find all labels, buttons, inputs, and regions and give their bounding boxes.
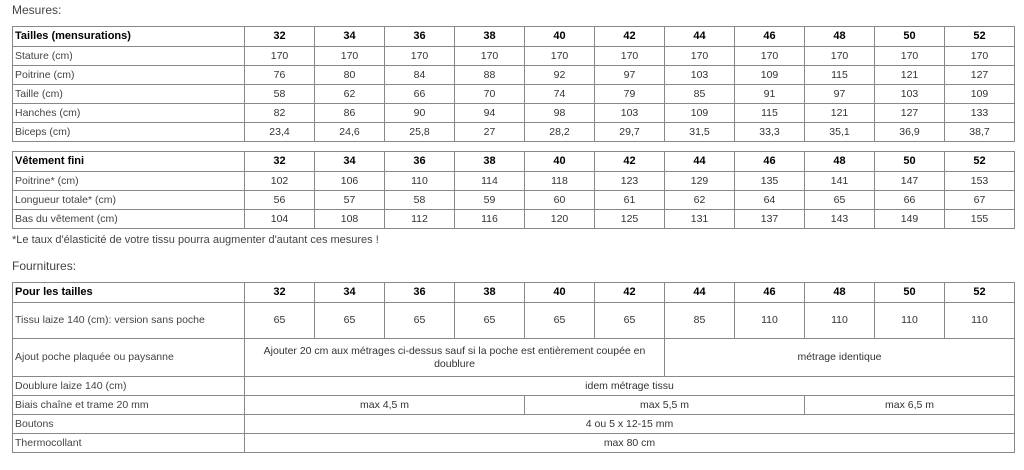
finished-cell: 110 bbox=[385, 172, 455, 191]
measurement-cell: 58 bbox=[245, 85, 315, 104]
measurement-cell: 115 bbox=[805, 66, 875, 85]
measurement-row-label: Stature (cm) bbox=[13, 47, 245, 66]
finished-cell: 102 bbox=[245, 172, 315, 191]
finished-cell: 118 bbox=[525, 172, 595, 191]
size-cell: 44 bbox=[665, 27, 735, 47]
pocket-row bbox=[13, 339, 1015, 377]
measurement-cell: 25,8 bbox=[385, 123, 455, 142]
measurement-cell: 127 bbox=[875, 104, 945, 123]
size-cell: 38 bbox=[455, 152, 525, 172]
measurement-header-row bbox=[13, 27, 1015, 47]
fabric-cell: 110 bbox=[945, 303, 1015, 339]
size-cell: 32 bbox=[245, 283, 315, 303]
buttons-row bbox=[13, 415, 1015, 434]
size-cell: 44 bbox=[665, 283, 735, 303]
measurement-cell: 74 bbox=[525, 85, 595, 104]
measurement-cell: 86 bbox=[315, 104, 385, 123]
finished-cell: 58 bbox=[385, 191, 455, 210]
measurement-cell: 127 bbox=[945, 66, 1015, 85]
measurement-cell: 121 bbox=[875, 66, 945, 85]
measurement-cell: 97 bbox=[595, 66, 665, 85]
supplies-table bbox=[12, 282, 1015, 453]
interfacing-label: Thermocollant bbox=[13, 434, 245, 453]
size-cell: 50 bbox=[875, 152, 945, 172]
measurement-cell: 29,7 bbox=[595, 123, 665, 142]
measurement-row bbox=[13, 66, 1015, 85]
finished-cell: 60 bbox=[525, 191, 595, 210]
finished-garment-table bbox=[12, 151, 1015, 229]
buttons-text: 4 ou 5 x 12-15 mm bbox=[245, 415, 1015, 434]
interfacing-row bbox=[13, 434, 1015, 453]
measurement-row bbox=[13, 85, 1015, 104]
measurement-cell: 35,1 bbox=[805, 123, 875, 142]
measurement-cell: 170 bbox=[245, 47, 315, 66]
size-cell: 42 bbox=[595, 152, 665, 172]
size-cell: 50 bbox=[875, 283, 945, 303]
lining-label: Doublure laize 140 (cm) bbox=[13, 377, 245, 396]
pocket-label: Ajout poche plaquée ou paysanne bbox=[13, 339, 245, 377]
measurement-row-label: Biceps (cm) bbox=[13, 123, 245, 142]
measurement-cell: 103 bbox=[595, 104, 665, 123]
finished-cell: 64 bbox=[735, 191, 805, 210]
finished-cell: 149 bbox=[875, 210, 945, 229]
supplies-header: Pour les tailles bbox=[13, 283, 245, 303]
measurement-cell: 170 bbox=[875, 47, 945, 66]
measurement-cell: 109 bbox=[945, 85, 1015, 104]
size-cell: 40 bbox=[525, 283, 595, 303]
pocket-text-a: Ajouter 20 cm aux métrages ci-dessus sauf si la poche est entièrement coupée en doublure bbox=[245, 339, 665, 377]
measurement-cell: 170 bbox=[805, 47, 875, 66]
size-cell: 46 bbox=[735, 27, 805, 47]
supplies-title: Fournitures: bbox=[12, 259, 77, 273]
finished-cell: 57 bbox=[315, 191, 385, 210]
pocket-text-b: métrage identique bbox=[665, 339, 1015, 377]
fabric-row bbox=[13, 303, 1015, 339]
measurement-row bbox=[13, 47, 1015, 66]
measurement-cell: 90 bbox=[385, 104, 455, 123]
measurement-cell: 170 bbox=[525, 47, 595, 66]
size-cell: 36 bbox=[385, 27, 455, 47]
finished-cell: 66 bbox=[875, 191, 945, 210]
fabric-cell: 65 bbox=[525, 303, 595, 339]
elasticity-note: *Le taux d'élasticité de votre tissu pourra augmenter d'autant ces mesures ! bbox=[12, 234, 379, 246]
bias-label: Biais chaîne et trame 20 mm bbox=[13, 396, 245, 415]
finished-header-row bbox=[13, 152, 1015, 172]
bias-text-c: max 6,5 m bbox=[805, 396, 1015, 415]
size-cell: 38 bbox=[455, 27, 525, 47]
finished-cell: 61 bbox=[595, 191, 665, 210]
measurement-cell: 28,2 bbox=[525, 123, 595, 142]
size-cell: 42 bbox=[595, 283, 665, 303]
measurement-row-label: Taille (cm) bbox=[13, 85, 245, 104]
measurement-cell: 24,6 bbox=[315, 123, 385, 142]
measurement-cell: 115 bbox=[735, 104, 805, 123]
measurement-cell: 38,7 bbox=[945, 123, 1015, 142]
finished-cell: 153 bbox=[945, 172, 1015, 191]
measurements-table bbox=[12, 26, 1015, 142]
measurement-cell: 62 bbox=[315, 85, 385, 104]
finished-cell: 123 bbox=[595, 172, 665, 191]
finished-cell: 147 bbox=[875, 172, 945, 191]
fabric-cell: 110 bbox=[735, 303, 805, 339]
size-cell: 32 bbox=[245, 152, 315, 172]
size-cell: 34 bbox=[315, 283, 385, 303]
finished-cell: 125 bbox=[595, 210, 665, 229]
size-cell: 46 bbox=[735, 152, 805, 172]
finished-cell: 106 bbox=[315, 172, 385, 191]
fabric-cell: 110 bbox=[875, 303, 945, 339]
measurement-cell: 76 bbox=[245, 66, 315, 85]
finished-cell: 104 bbox=[245, 210, 315, 229]
size-cell: 40 bbox=[525, 152, 595, 172]
measurement-cell: 36,9 bbox=[875, 123, 945, 142]
fabric-cell: 85 bbox=[665, 303, 735, 339]
bias-text-a: max 4,5 m bbox=[245, 396, 525, 415]
size-cell: 42 bbox=[595, 27, 665, 47]
measurement-cell: 66 bbox=[385, 85, 455, 104]
measurement-cell: 170 bbox=[595, 47, 665, 66]
finished-row bbox=[13, 172, 1015, 191]
measurement-cell: 170 bbox=[455, 47, 525, 66]
measurement-row bbox=[13, 123, 1015, 142]
size-cell: 48 bbox=[805, 27, 875, 47]
size-cell: 48 bbox=[805, 283, 875, 303]
measurement-row-label: Hanches (cm) bbox=[13, 104, 245, 123]
size-cell: 40 bbox=[525, 27, 595, 47]
measurement-cell: 91 bbox=[735, 85, 805, 104]
fabric-cell: 65 bbox=[245, 303, 315, 339]
measures-title: Mesures: bbox=[12, 3, 62, 17]
fabric-cell: 65 bbox=[315, 303, 385, 339]
measurement-cell: 85 bbox=[665, 85, 735, 104]
size-cell: 44 bbox=[665, 152, 735, 172]
finished-cell: 141 bbox=[805, 172, 875, 191]
interfacing-text: max 80 cm bbox=[245, 434, 1015, 453]
finished-cell: 62 bbox=[665, 191, 735, 210]
bias-text-b: max 5,5 m bbox=[525, 396, 805, 415]
measurement-cell: 84 bbox=[385, 66, 455, 85]
size-cell: 52 bbox=[945, 27, 1015, 47]
finished-cell: 67 bbox=[945, 191, 1015, 210]
measurement-cell: 94 bbox=[455, 104, 525, 123]
measurement-cell: 82 bbox=[245, 104, 315, 123]
supplies-header-row bbox=[13, 283, 1015, 303]
fabric-cell: 65 bbox=[385, 303, 455, 339]
size-cell: 32 bbox=[245, 27, 315, 47]
fabric-cell: 65 bbox=[455, 303, 525, 339]
measurement-cell: 170 bbox=[315, 47, 385, 66]
finished-cell: 143 bbox=[805, 210, 875, 229]
measurement-cell: 103 bbox=[665, 66, 735, 85]
size-cell: 52 bbox=[945, 152, 1015, 172]
fabric-cell: 65 bbox=[595, 303, 665, 339]
finished-cell: 137 bbox=[735, 210, 805, 229]
bias-row bbox=[13, 396, 1015, 415]
measurement-row bbox=[13, 104, 1015, 123]
measurement-cell: 79 bbox=[595, 85, 665, 104]
finished-cell: 135 bbox=[735, 172, 805, 191]
size-cell: 52 bbox=[945, 283, 1015, 303]
measurement-cell: 23,4 bbox=[245, 123, 315, 142]
measurement-cell: 31,5 bbox=[665, 123, 735, 142]
fabric-label: Tissu laize 140 (cm): version sans poche bbox=[13, 303, 245, 339]
finished-cell: 120 bbox=[525, 210, 595, 229]
size-cell: 34 bbox=[315, 27, 385, 47]
measurement-cell: 170 bbox=[385, 47, 455, 66]
finished-row bbox=[13, 191, 1015, 210]
finished-cell: 129 bbox=[665, 172, 735, 191]
measurement-cell: 27 bbox=[455, 123, 525, 142]
finished-cell: 116 bbox=[455, 210, 525, 229]
finished-row-label: Poitrine* (cm) bbox=[13, 172, 245, 191]
measurement-cell: 33,3 bbox=[735, 123, 805, 142]
lining-row bbox=[13, 377, 1015, 396]
lining-text: idem métrage tissu bbox=[245, 377, 1015, 396]
finished-row bbox=[13, 210, 1015, 229]
size-cell: 38 bbox=[455, 283, 525, 303]
measurement-cell: 92 bbox=[525, 66, 595, 85]
measurement-cell: 170 bbox=[665, 47, 735, 66]
measurement-cell: 97 bbox=[805, 85, 875, 104]
measurement-cell: 98 bbox=[525, 104, 595, 123]
finished-cell: 131 bbox=[665, 210, 735, 229]
finished-row-label: Longueur totale* (cm) bbox=[13, 191, 245, 210]
finished-cell: 155 bbox=[945, 210, 1015, 229]
size-cell: 36 bbox=[385, 152, 455, 172]
finished-cell: 112 bbox=[385, 210, 455, 229]
measurement-header: Tailles (mensurations) bbox=[13, 27, 245, 47]
measurement-cell: 109 bbox=[735, 66, 805, 85]
measurement-cell: 121 bbox=[805, 104, 875, 123]
size-cell: 34 bbox=[315, 152, 385, 172]
measurement-cell: 88 bbox=[455, 66, 525, 85]
measurement-cell: 170 bbox=[945, 47, 1015, 66]
finished-cell: 59 bbox=[455, 191, 525, 210]
measurement-cell: 133 bbox=[945, 104, 1015, 123]
measurement-cell: 70 bbox=[455, 85, 525, 104]
size-cell: 46 bbox=[735, 283, 805, 303]
measurement-cell: 80 bbox=[315, 66, 385, 85]
size-cell: 48 bbox=[805, 152, 875, 172]
finished-cell: 108 bbox=[315, 210, 385, 229]
buttons-label: Boutons bbox=[13, 415, 245, 434]
size-cell: 50 bbox=[875, 27, 945, 47]
measurement-cell: 109 bbox=[665, 104, 735, 123]
finished-cell: 56 bbox=[245, 191, 315, 210]
size-cell: 36 bbox=[385, 283, 455, 303]
measurement-cell: 103 bbox=[875, 85, 945, 104]
fabric-cell: 110 bbox=[805, 303, 875, 339]
finished-cell: 114 bbox=[455, 172, 525, 191]
finished-header: Vêtement fini bbox=[13, 152, 245, 172]
measurement-cell: 170 bbox=[735, 47, 805, 66]
measurement-row-label: Poitrine (cm) bbox=[13, 66, 245, 85]
finished-row-label: Bas du vêtement (cm) bbox=[13, 210, 245, 229]
finished-cell: 65 bbox=[805, 191, 875, 210]
